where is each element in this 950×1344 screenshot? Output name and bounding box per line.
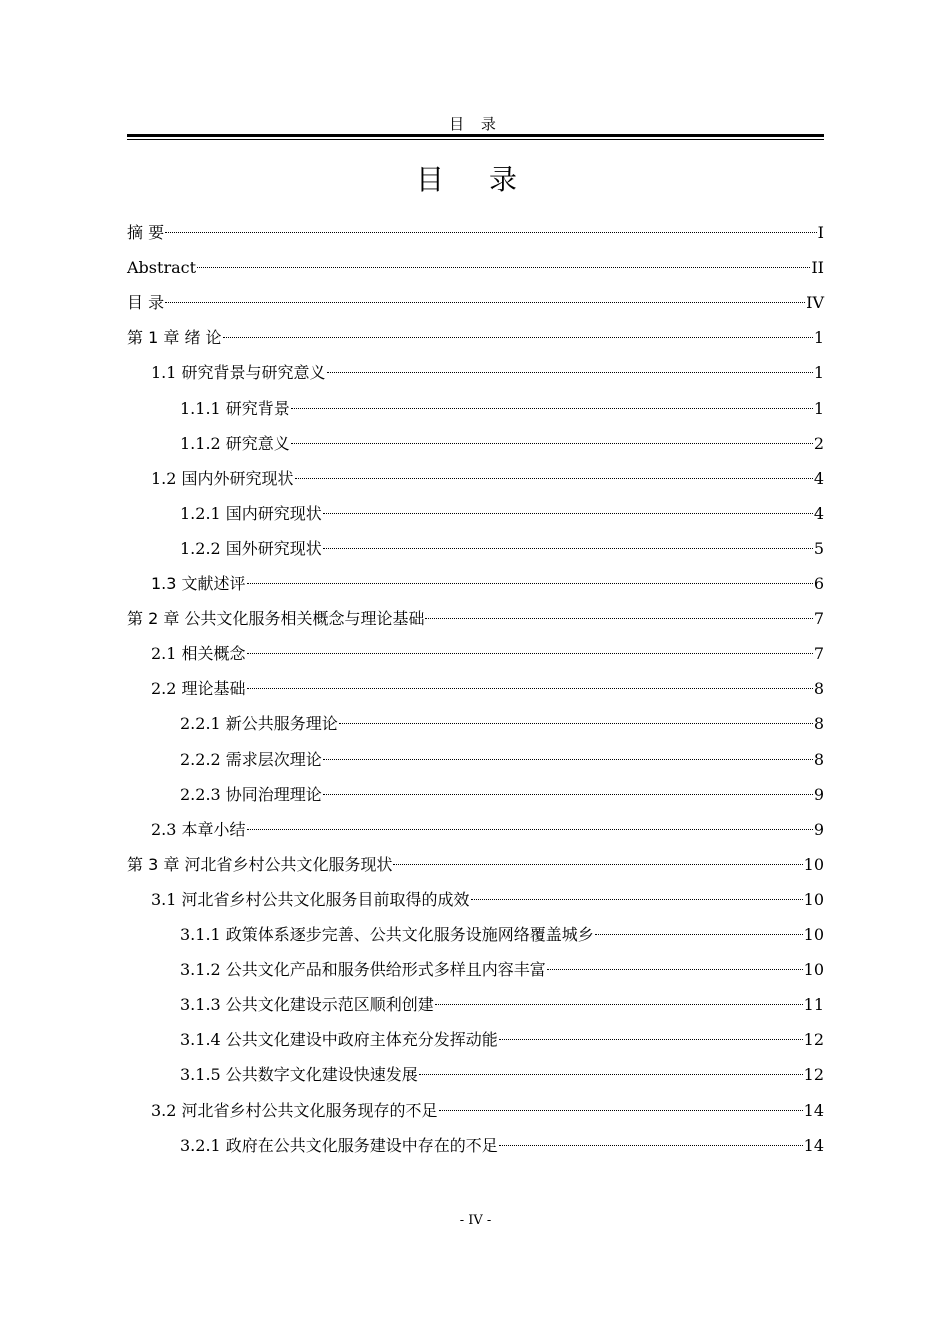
toc-entry[interactable] xyxy=(151,888,824,912)
toc-entry-page: 7 xyxy=(813,644,824,663)
toc-entry-page: 1 xyxy=(813,399,824,418)
toc-entry[interactable] xyxy=(127,221,824,245)
toc-leader-dots xyxy=(499,1038,803,1040)
toc-entry-page: 1 xyxy=(813,328,824,347)
toc-entry[interactable] xyxy=(127,256,824,280)
toc-leader-dots xyxy=(247,687,813,689)
toc-entry[interactable] xyxy=(151,818,824,842)
toc-entry-page: 10 xyxy=(803,855,824,874)
toc-entry-label: 2.2.3 协同治理理论 xyxy=(180,785,322,804)
toc-entry-label: 3.1.4 公共文化建设中政府主体充分发挥动能 xyxy=(180,1030,498,1049)
toc-entry-page: 12 xyxy=(803,1030,824,1049)
toc-entry[interactable] xyxy=(151,1099,824,1123)
toc-entry[interactable] xyxy=(180,397,824,421)
toc-leader-dots xyxy=(419,1073,803,1075)
toc-leader-dots xyxy=(471,898,803,900)
toc-leader-dots xyxy=(165,301,805,303)
toc-entry-page: 4 xyxy=(813,504,824,523)
toc-entry-label: 3.1.2 公共文化产品和服务供给形式多样且内容丰富 xyxy=(180,960,546,979)
toc-leader-dots xyxy=(323,512,813,514)
toc-entry-label: 3.1.1 政策体系逐步完善、公共文化服务设施网络覆盖城乡 xyxy=(180,925,594,944)
toc-entry-page: 14 xyxy=(803,1101,824,1120)
toc-leader-dots xyxy=(499,1144,803,1146)
toc-entry-page: II xyxy=(811,258,824,277)
toc-entry-label: 1.2 国内外研究现状 xyxy=(151,469,294,488)
toc-entry[interactable] xyxy=(180,783,824,807)
toc-entry[interactable] xyxy=(180,502,824,526)
toc-entry-label: 3.2.1 政府在公共文化服务建设中存在的不足 xyxy=(180,1136,498,1155)
toc-leader-dots xyxy=(435,1003,803,1005)
toc-entry-page: 1 xyxy=(813,363,824,382)
toc-entry-label: 第 1 章 绪 论 xyxy=(127,328,222,347)
header-rule-thick xyxy=(127,134,824,137)
toc-entry-page: 12 xyxy=(803,1065,824,1084)
toc-leader-dots xyxy=(595,933,803,935)
toc-entry[interactable] xyxy=(180,923,824,947)
toc-entry-page: 4 xyxy=(813,469,824,488)
toc-entry[interactable] xyxy=(151,572,824,596)
toc-leader-dots xyxy=(291,442,813,444)
toc-leader-dots xyxy=(547,968,803,970)
toc-entry-page: 6 xyxy=(813,574,824,593)
toc-leader-dots xyxy=(323,758,813,760)
toc-entry[interactable] xyxy=(180,1063,824,1087)
toc-leader-dots xyxy=(393,863,802,865)
toc-leader-dots xyxy=(295,477,813,479)
toc-entry-label: 第 2 章 公共文化服务相关概念与理论基础 xyxy=(127,609,425,628)
toc-leader-dots xyxy=(425,617,812,619)
toc-entry[interactable] xyxy=(151,677,824,701)
toc-entry-page: 8 xyxy=(813,750,824,769)
toc-entry[interactable] xyxy=(180,1134,824,1158)
toc-entry-page: 8 xyxy=(813,679,824,698)
toc-entry-page: 8 xyxy=(813,714,824,733)
toc-leader-dots xyxy=(247,652,813,654)
toc-entry-page: 9 xyxy=(813,785,824,804)
toc-entry-page: IV xyxy=(806,293,824,312)
toc-leader-dots xyxy=(323,547,813,549)
toc-leader-dots xyxy=(223,336,813,338)
toc-entry-label: 2.2.1 新公共服务理论 xyxy=(180,714,338,733)
toc-entry-label: 2.2.2 需求层次理论 xyxy=(180,750,322,769)
toc-entry-label: 摘 要 xyxy=(127,223,165,242)
toc-entry-label: 2.3 本章小结 xyxy=(151,820,246,839)
toc-entry-label: 1.2.1 国内研究现状 xyxy=(180,504,322,523)
toc-leader-dots xyxy=(291,407,813,409)
toc-entry-label: 1.3 文献述评 xyxy=(151,574,246,593)
toc-entry-page: I xyxy=(817,223,824,242)
toc-entry[interactable] xyxy=(127,853,824,877)
toc-entry-page: 11 xyxy=(803,995,824,1014)
toc-entry[interactable] xyxy=(180,537,824,561)
toc-entry-page: 14 xyxy=(803,1136,824,1155)
toc-entry-page: 9 xyxy=(813,820,824,839)
toc-leader-dots xyxy=(247,828,813,830)
toc-entry[interactable] xyxy=(180,993,824,1017)
page-title: 目 录 xyxy=(416,163,535,196)
toc-leader-dots xyxy=(247,582,813,584)
toc-leader-dots xyxy=(327,371,813,373)
running-header: 目 录 xyxy=(449,115,502,133)
toc-entry-label: 1.1.1 研究背景 xyxy=(180,399,290,418)
toc-leader-dots xyxy=(439,1109,803,1111)
toc-leader-dots xyxy=(339,722,813,724)
toc-entry-label: 3.1.5 公共数字文化建设快速发展 xyxy=(180,1065,418,1084)
toc-entry[interactable] xyxy=(151,361,824,385)
toc-entry-label: 目 录 xyxy=(127,293,165,312)
toc-entry-label: 3.1 河北省乡村公共文化服务目前取得的成效 xyxy=(151,890,470,909)
toc-entry[interactable] xyxy=(127,291,824,315)
toc-entry-page: 10 xyxy=(803,890,824,909)
toc-entry-label: 2.1 相关概念 xyxy=(151,644,246,663)
toc-entry[interactable] xyxy=(180,432,824,456)
toc-entry[interactable] xyxy=(127,607,824,631)
toc-leader-dots xyxy=(165,231,817,233)
toc-entry-label: 第 3 章 河北省乡村公共文化服务现状 xyxy=(127,855,393,874)
toc-entry-label: 3.2 河北省乡村公共文化服务现存的不足 xyxy=(151,1101,438,1120)
toc-entry[interactable] xyxy=(151,467,824,491)
toc-entry-page: 7 xyxy=(813,609,824,628)
toc-entry[interactable] xyxy=(180,1028,824,1052)
toc-entry-label: 2.2 理论基础 xyxy=(151,679,246,698)
page-number: - IV - xyxy=(459,1213,492,1228)
toc-leader-dots xyxy=(197,266,810,268)
toc-entry-page: 2 xyxy=(813,434,824,453)
toc-entry-label: 3.1.3 公共文化建设示范区顺利创建 xyxy=(180,995,434,1014)
toc-entry[interactable] xyxy=(180,958,824,982)
toc-entry-page: 10 xyxy=(803,925,824,944)
toc-entry[interactable] xyxy=(180,712,824,736)
toc-entry[interactable] xyxy=(180,748,824,772)
toc-entry-page: 5 xyxy=(813,539,824,558)
toc-entry[interactable] xyxy=(151,642,824,666)
toc-entry-label: Abstract xyxy=(127,258,197,277)
toc-entry-label: 1.2.2 国外研究现状 xyxy=(180,539,322,558)
toc-entry-page: 10 xyxy=(803,960,824,979)
toc-entry-label: 1.1 研究背景与研究意义 xyxy=(151,363,326,382)
toc-entry-label: 1.1.2 研究意义 xyxy=(180,434,290,453)
header-rule-thin xyxy=(127,139,824,140)
toc-leader-dots xyxy=(323,793,813,795)
toc-entry[interactable] xyxy=(127,326,824,350)
